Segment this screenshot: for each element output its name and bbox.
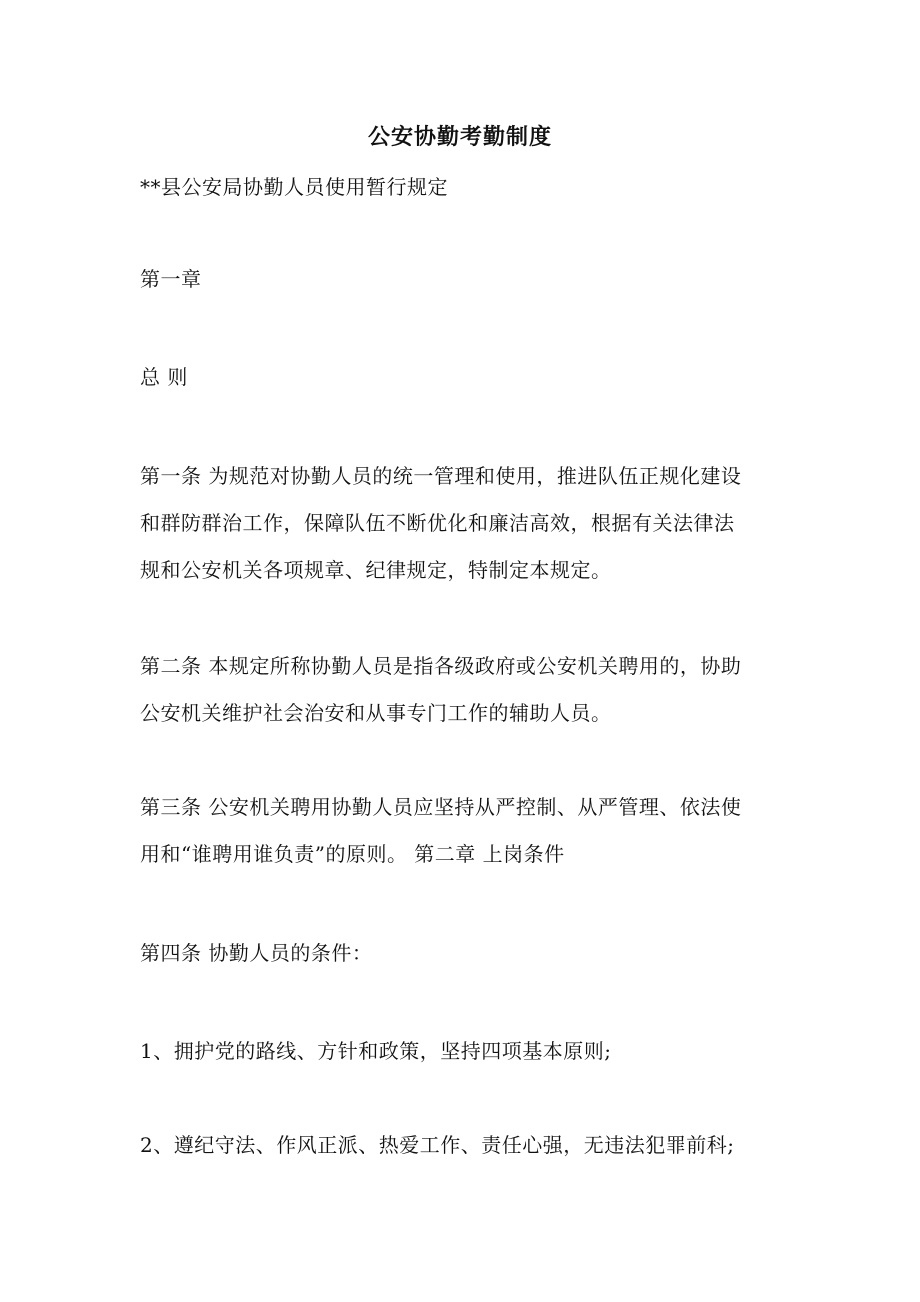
article-4: 第四条 协勤人员的条件：: [140, 941, 373, 965]
article-3: [140, 784, 790, 878]
chapter-heading: 第一章: [140, 267, 202, 291]
document-subtitle: **县公安局协勤人员使用暂行规定: [140, 175, 448, 199]
article-2-line-1: 第二条 本规定所称协勤人员是指各级政府或公安机关聘用的，协助: [140, 654, 742, 678]
article-1-line-2: 和群防群治工作，保障队伍不断优化和廉洁高效，根据有关法律法: [140, 511, 735, 535]
section-heading: 总 则: [140, 365, 188, 389]
list-item: 1、拥护党的路线、方针和政策，坚持四项基本原则;: [140, 1039, 612, 1063]
article-1-line-1: 第一条 为规范对协勤人员的统一管理和使用，推进队伍正规化建设: [140, 464, 742, 488]
article-2-line-2: 公安机关维护社会治安和从事专门工作的辅助人员。: [140, 701, 612, 725]
document-title: 公安协勤考勤制度: [367, 124, 552, 150]
article-1: [140, 453, 790, 594]
list-item: 2、遵纪守法、作风正派、热爱工作、责任心强，无违法犯罪前科;: [140, 1133, 735, 1157]
article-2: [140, 643, 790, 737]
article-1-line-3: 规和公安机关各项规章、纪律规定，特制定本规定。: [140, 558, 612, 582]
article-3-line-2: 用和“谁聘用谁负责”的原则。 第二章 上岗条件: [140, 842, 565, 866]
article-3-line-1: 第三条 公安机关聘用协勤人员应坚持从严控制、从严管理、依法使: [140, 795, 742, 819]
